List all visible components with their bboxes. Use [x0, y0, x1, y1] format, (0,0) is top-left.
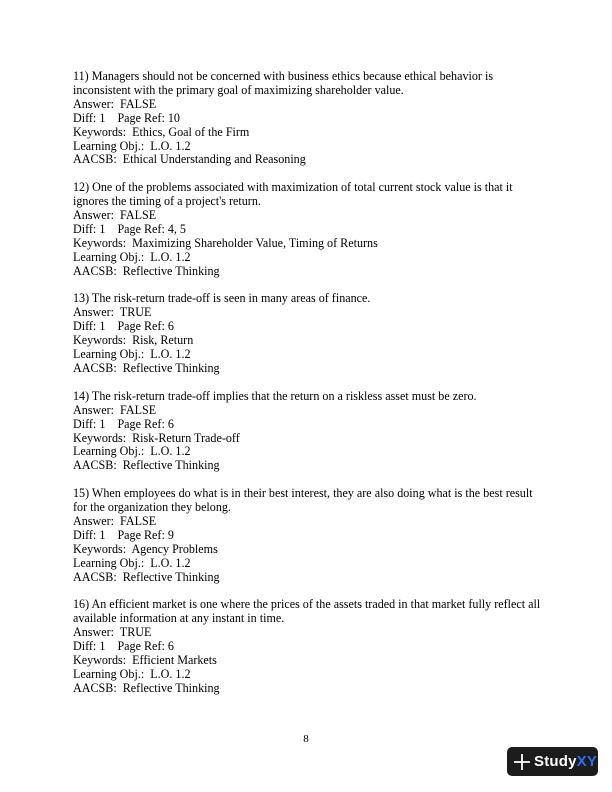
learning-objective-line: Learning Obj.: L.O. 1.2: [73, 666, 191, 681]
difficulty-line: Diff: 1 Page Ref: 6: [73, 639, 174, 654]
difficulty-line: Diff: 1 Page Ref: 10: [73, 110, 180, 125]
learning-objective-line: Learning Obj.: L.O. 1.2: [73, 249, 191, 264]
keywords-line: Keywords: Maximizing Shareholder Value, Timing of Returns: [73, 235, 378, 250]
badge-text-main: Study: [534, 753, 577, 770]
keywords-line: Keywords: Ethics, Goal of the Firm: [73, 124, 250, 139]
badge-logo-text: [534, 753, 597, 770]
answer-line: Answer: TRUE: [73, 305, 152, 320]
page-number: 8: [303, 733, 309, 745]
answer-line: Answer: FALSE: [73, 96, 157, 111]
keywords-line: Keywords: Risk, Return: [73, 333, 194, 348]
aacsb-line: AACSB: Reflective Thinking: [73, 263, 220, 278]
aacsb-line: AACSB: Reflective Thinking: [73, 680, 220, 695]
question-text: 13) The risk-return trade-off is seen in many areas of finance.: [73, 291, 371, 306]
difficulty-line: Diff: 1 Page Ref: 6: [73, 416, 174, 431]
question-item: [73, 487, 543, 584]
question-text: 15) When employees do what is in their best interest, they are also doing what is the best result for the organization they belong.: [73, 486, 536, 515]
learning-objective-line: Learning Obj.: L.O. 1.2: [73, 444, 191, 459]
badge-text-accent: XY: [576, 753, 598, 770]
answer-line: Answer: FALSE: [73, 513, 157, 528]
difficulty-line: Diff: 1 Page Ref: 4, 5: [73, 221, 186, 236]
question-item: [73, 292, 543, 375]
difficulty-line: Diff: 1 Page Ref: 6: [73, 319, 174, 334]
learning-objective-line: Learning Obj.: L.O. 1.2: [73, 347, 191, 362]
question-list: [73, 70, 543, 710]
question-item: [73, 181, 543, 278]
question-text: 11) Managers should not be concerned with business ethics because ethical behavior is inconsistent with the primary goal of maximizing shareholder value.: [73, 69, 497, 97]
studyxy-badge[interactable]: [507, 747, 598, 776]
keywords-line: Keywords: Risk-Return Trade-off: [73, 430, 240, 445]
aacsb-line: AACSB: Reflective Thinking: [73, 361, 220, 375]
aacsb-line: AACSB: Ethical Understanding and Reasoning: [73, 152, 306, 167]
answer-line: Answer: FALSE: [73, 208, 157, 223]
question-item: [73, 598, 543, 695]
question-item: [73, 390, 543, 473]
difficulty-line: Diff: 1 Page Ref: 9: [73, 527, 174, 542]
learning-objective-line: Learning Obj.: L.O. 1.2: [73, 138, 191, 153]
learning-objective-line: Learning Obj.: L.O. 1.2: [73, 555, 191, 570]
keywords-line: Keywords: Agency Problems: [73, 541, 218, 556]
question-text: 16) An efficient market is one where the prices of the assets traded in that market fully reflect all available information at any instant in time.: [73, 597, 544, 626]
answer-line: Answer: TRUE: [73, 625, 152, 640]
keywords-line: Keywords: Efficient Markets: [73, 652, 217, 667]
aacsb-line: AACSB: Reflective Thinking: [73, 569, 220, 584]
question-text: 12) One of the problems associated with maximization of total current stock value is that it ignores the timing of a project's return.: [73, 180, 516, 209]
answer-line: Answer: FALSE: [73, 402, 157, 417]
aacsb-line: AACSB: Reflective Thinking: [73, 458, 220, 473]
question-item: [73, 70, 543, 167]
question-text: 14) The risk-return trade-off implies that the return on a riskless asset must be zero.: [73, 388, 477, 403]
plus-icon: [514, 754, 530, 770]
